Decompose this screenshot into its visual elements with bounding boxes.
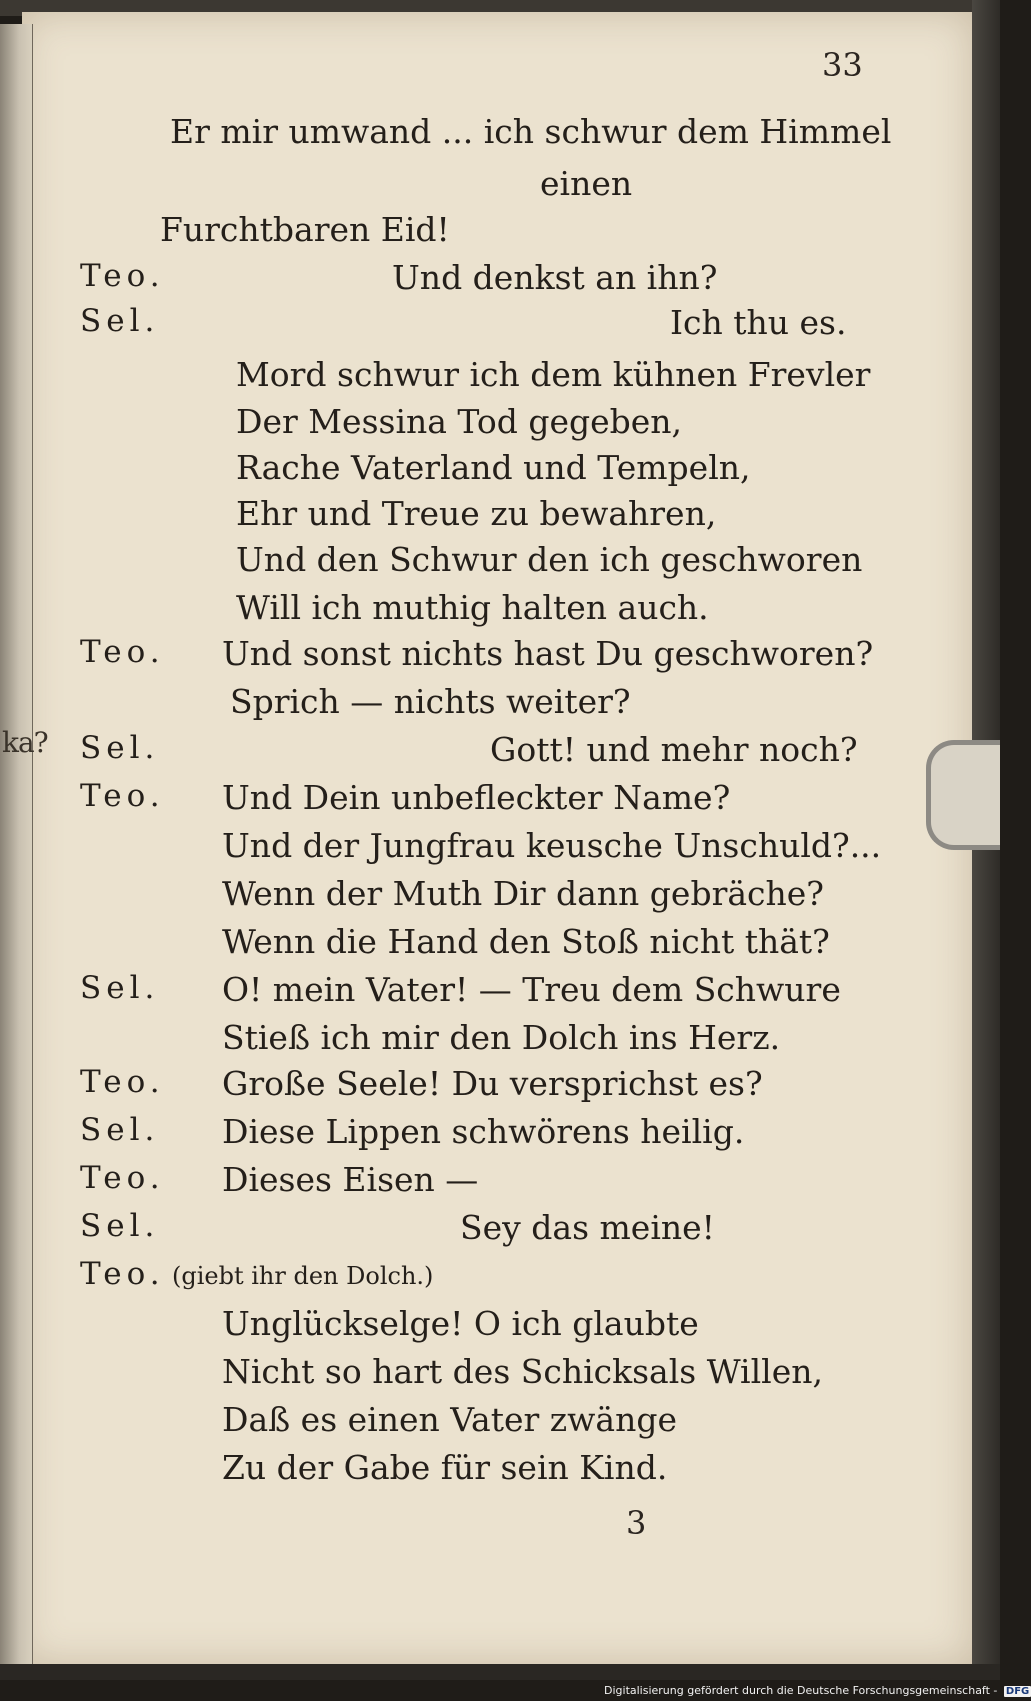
digitization-credit <box>604 1684 1031 1697</box>
verse-text: Rache Vaterland und Tempeln, <box>236 448 751 487</box>
verse-text: Und den Schwur den ich geschworen <box>236 540 863 579</box>
verse-line <box>0 1160 972 1206</box>
speaker-label: Sel. <box>80 1112 160 1148</box>
verse-line <box>0 970 972 1016</box>
verse-text: Große Seele! Du versprichst es? <box>222 1064 763 1103</box>
verse-line <box>0 730 972 776</box>
verse-text: Mord schwur ich dem kühnen Frevler <box>236 355 871 394</box>
verse-text: Und denkst an ihn? <box>392 258 718 297</box>
verse-line <box>0 355 972 401</box>
verse-text: Und sonst nichts hast Du geschworen? <box>222 634 874 673</box>
speaker-label: Teo. <box>80 1064 165 1100</box>
verse-text: Wenn die Hand den Stoß nicht thät? <box>222 922 830 961</box>
verse-line <box>0 210 972 256</box>
verse-text: Will ich muthig halten auch. <box>236 588 709 627</box>
verse-line <box>0 778 972 824</box>
verse-line <box>0 1112 972 1158</box>
verse-text: Nicht so hart des Schicksals Willen, <box>222 1352 823 1391</box>
scan-bottom-edge <box>0 1664 1000 1680</box>
facing-page-fragment: ka? <box>2 726 48 759</box>
verse-line <box>0 874 972 920</box>
verse-line <box>0 164 972 210</box>
speaker-label: Teo. <box>80 1256 165 1292</box>
verse-text: Und der Jungfrau keusche Unschuld?... <box>222 826 882 865</box>
speaker-label: Sel. <box>80 970 160 1006</box>
speaker-label: Teo. <box>80 258 165 294</box>
verse-text: Gott! und mehr noch? <box>490 730 858 769</box>
verse-text: Ehr und Treue zu bewahren, <box>236 494 717 533</box>
speaker-label: Teo. <box>80 634 165 670</box>
verse-line <box>0 1018 972 1064</box>
verse-line <box>0 1448 972 1494</box>
verse-text: Sey das meine! <box>460 1208 715 1247</box>
speaker-label: Teo. <box>80 778 165 814</box>
verse-text: Zu der Gabe für sein Kind. <box>222 1448 668 1487</box>
verse-text: Der Messina Tod gegeben, <box>236 402 683 441</box>
verse-text: Sprich — nichts weiter? <box>230 682 631 721</box>
verse-text: Und Dein unbefleckter Name? <box>222 778 731 817</box>
verse-text: Unglückselge! O ich glaubte <box>222 1304 699 1343</box>
stage-direction: (giebt ihr den Dolch.) <box>172 1262 434 1290</box>
verse-text: O! mein Vater! — Treu dem Schwure <box>222 970 841 1009</box>
verse-line <box>0 588 972 634</box>
verse-line <box>0 1400 972 1446</box>
verse-text: Dieses Eisen — <box>222 1160 479 1199</box>
verse-line <box>0 448 972 494</box>
verse-line <box>0 303 972 349</box>
verse-line <box>0 494 972 540</box>
verse-text: einen <box>540 164 633 203</box>
verse-line <box>0 1208 972 1254</box>
verse-line <box>0 634 972 680</box>
speaker-label: Sel. <box>80 1208 160 1244</box>
credit-text: Digitalisierung gefördert durch die Deutsche Forschungsgemeinschaft - <box>604 1684 998 1697</box>
verse-line <box>0 402 972 448</box>
verse-line <box>0 1352 972 1398</box>
verse-text: Er mir umwand ... ich schwur dem Himmel <box>170 112 892 151</box>
verse-line <box>0 826 972 872</box>
dfg-logo: DFG <box>1005 1686 1030 1697</box>
page-number: 33 <box>822 46 863 84</box>
verse-text: Wenn der Muth Dir dann gebräche? <box>222 874 824 913</box>
verse-line <box>0 112 972 158</box>
verse-text: Ich thu es. <box>670 303 847 342</box>
verse-line <box>0 1304 972 1350</box>
signature-mark: 3 <box>626 1504 647 1542</box>
verse-line <box>0 1256 972 1302</box>
verse-line <box>0 682 972 728</box>
speaker-label: Sel. <box>80 303 160 339</box>
verse-line <box>0 540 972 586</box>
verse-text: Diese Lippen schwörens heilig. <box>222 1112 745 1151</box>
speaker-label: Teo. <box>80 1160 165 1196</box>
verse-text: Stieß ich mir den Dolch ins Herz. <box>222 1018 781 1057</box>
verse-line <box>0 922 972 968</box>
verse-text: Furchtbaren Eid! <box>160 210 450 249</box>
verse-line <box>0 1064 972 1110</box>
verse-text: Daß es einen Vater zwänge <box>222 1400 677 1439</box>
speaker-label: Sel. <box>80 730 160 766</box>
verse-line <box>0 258 972 304</box>
